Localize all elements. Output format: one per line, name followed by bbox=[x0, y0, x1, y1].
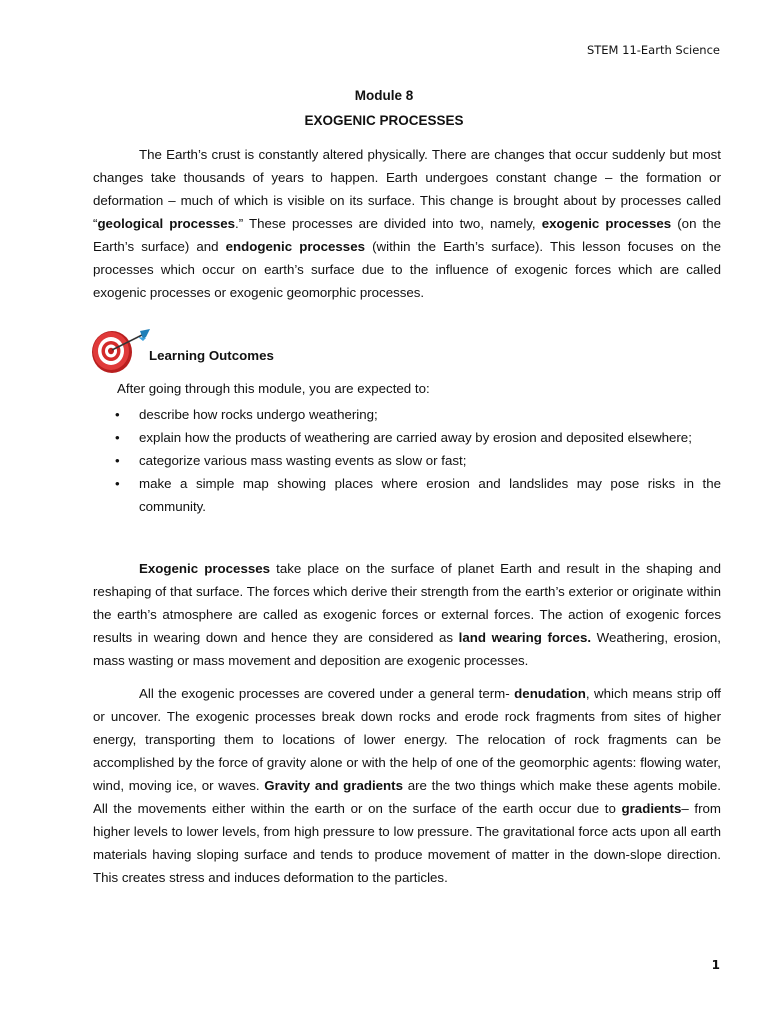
list-item: • describe how rocks undergo weathering; bbox=[112, 403, 721, 426]
module-label: Module 8 bbox=[354, 88, 414, 103]
intro-paragraph: The Earth’s crust is constantly altered physically. There are changes that occur suddenly but most changes take thousands of years to happen. Earth undergoes constant change – the formation or deformation – much of which is visible on its surface. This change is brought about by processes called “geological processes.” These processes are divided into two, namely, exogenic processes (on the Earth’s surface) and endogenic processes (within the Earth’s surface). This lesson focuses on the processes which occur on earth’s surface due to the influence of exogenic forces which are called exogenic processes or exogenic geomorphic processes. bbox=[93, 147, 722, 300]
denudation-paragraph: All the exogenic processes are covered under a general term- denudation, which means strip off or uncover. The exogenic processes break down rocks and erode rock fragments from sites of higher energy, transporting them to locations of lower energy. The relocation of rock fragments can be accomplished by the force of gravity alone or with the help of one of the geomorphic agents: flowing water, wind, moving ice, or waves. Gravity and gradients are the two things which make these agents mobile. All the movements either within the earth or on the surface of the earth occur due to gradients– from higher levels to lower levels, from high pressure to low pressure. The gravitational force acts upon all earth materials having sloping surface and tends to produce movement of matter in the down-slope direction. This creates stress and induces deformation to the particles. bbox=[93, 686, 722, 885]
exogenic-paragraph: Exogenic processes take place on the surface of planet Earth and result in the shaping and reshaping of that surface. The forces which derive their strength from the earth’s exterior or originate within the earth’s atmosphere are called as exogenic forces or external forces. The action of exogenic forces results in wearing down and hence they are considered as land wearing forces. Weathering, erosion, mass wasting or mass movement and deposition are exogenic processes. bbox=[93, 561, 721, 668]
page-title: EXOGENIC PROCESSES bbox=[304, 113, 464, 128]
course-header: STEM 11-Earth Science bbox=[586, 43, 720, 57]
target-dart-icon bbox=[88, 325, 154, 375]
page-number: 1 bbox=[711, 958, 720, 972]
learning-outcomes-heading: Learning Outcomes bbox=[149, 348, 274, 363]
list-item: • explain how the products of weathering are carried away by erosion and deposited elsewhere; bbox=[112, 426, 721, 449]
list-item: • categorize various mass wasting events as slow or fast; bbox=[112, 449, 721, 472]
learning-outcomes-list bbox=[112, 403, 721, 518]
list-item: • make a simple map showing places where erosion and landslides may pose risks in the community. bbox=[112, 472, 721, 518]
learning-outcomes-intro: After going through this module, you are expected to: bbox=[117, 381, 430, 396]
